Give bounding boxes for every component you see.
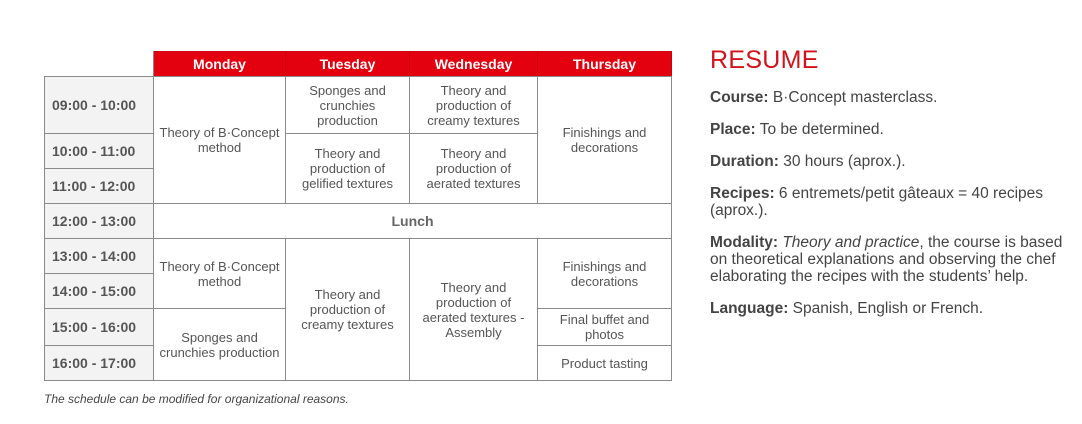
time-slot: 11:00 - 12:00 <box>45 169 154 204</box>
session-cell: Theory and production of aerated textures <box>410 134 538 204</box>
language-value: Spanish, English or French. <box>788 300 984 317</box>
session-cell: Theory and production of creamy textures <box>410 77 538 134</box>
place-value: To be determined. <box>755 121 884 138</box>
corner-cell <box>45 52 154 77</box>
day-header-wednesday: Wednesday <box>410 52 538 77</box>
time-slot: 10:00 - 11:00 <box>45 134 154 169</box>
duration-value: 30 hours (aprox.). <box>778 153 906 170</box>
session-cell: Theory and production of aerated textures - Assembly <box>410 239 538 381</box>
day-header-monday: Monday <box>154 52 286 77</box>
resume-panel <box>710 46 1070 332</box>
recipes-label: Recipes: <box>710 185 775 202</box>
session-cell: Sponges and crunchies production <box>286 77 410 134</box>
place-label: Place: <box>710 121 756 138</box>
time-slot: 14:00 - 15:00 <box>45 274 154 309</box>
course-label: Course: <box>710 89 769 106</box>
modality-line <box>710 234 1070 285</box>
resume-title: RESUME <box>710 46 819 74</box>
time-slot: 15:00 - 16:00 <box>45 309 154 346</box>
recipes-value: 6 entremets/petit gâteaux = 40 recipes (aprox.). <box>710 185 1044 219</box>
modality-value: , the course is based on theoretical explanations and observing the chef elaborating the recipes with the students’ help. <box>710 234 1063 285</box>
session-cell: Finishings and decorations <box>538 77 672 204</box>
language-line <box>710 300 1070 317</box>
place-line <box>710 121 1070 138</box>
session-cell: Theory and production of gelified textures <box>286 134 410 204</box>
language-label: Language: <box>710 300 789 317</box>
time-slot: 12:00 - 13:00 <box>45 204 154 239</box>
day-header-thursday: Thursday <box>538 52 672 77</box>
session-cell: Theory of B·Concept method <box>154 77 286 204</box>
modality-label: Modality: <box>710 234 779 251</box>
duration-label: Duration: <box>710 153 779 170</box>
lunch-cell: Lunch <box>154 204 672 239</box>
time-slot: 16:00 - 17:00 <box>45 346 154 381</box>
session-cell: Theory and production of creamy textures <box>286 239 410 381</box>
time-slot: 13:00 - 14:00 <box>45 239 154 274</box>
course-value: B·Concept masterclass. <box>768 89 938 106</box>
schedule-note: The schedule can be modified for organizational reasons. <box>44 392 349 406</box>
schedule-table <box>44 51 672 381</box>
session-cell: Finishings and decorations <box>538 239 672 309</box>
session-cell: Sponges and crunchies production <box>154 309 286 381</box>
recipes-line <box>710 185 1070 219</box>
session-cell: Product tasting <box>538 346 672 381</box>
modality-emphasis: Theory and practice <box>778 234 920 251</box>
session-cell: Final buffet and photos <box>538 309 672 346</box>
day-header-tuesday: Tuesday <box>286 52 410 77</box>
duration-line <box>710 153 1070 170</box>
session-cell: Theory of B·Concept method <box>154 239 286 309</box>
course-line <box>710 89 1070 106</box>
time-slot: 09:00 - 10:00 <box>45 77 154 134</box>
